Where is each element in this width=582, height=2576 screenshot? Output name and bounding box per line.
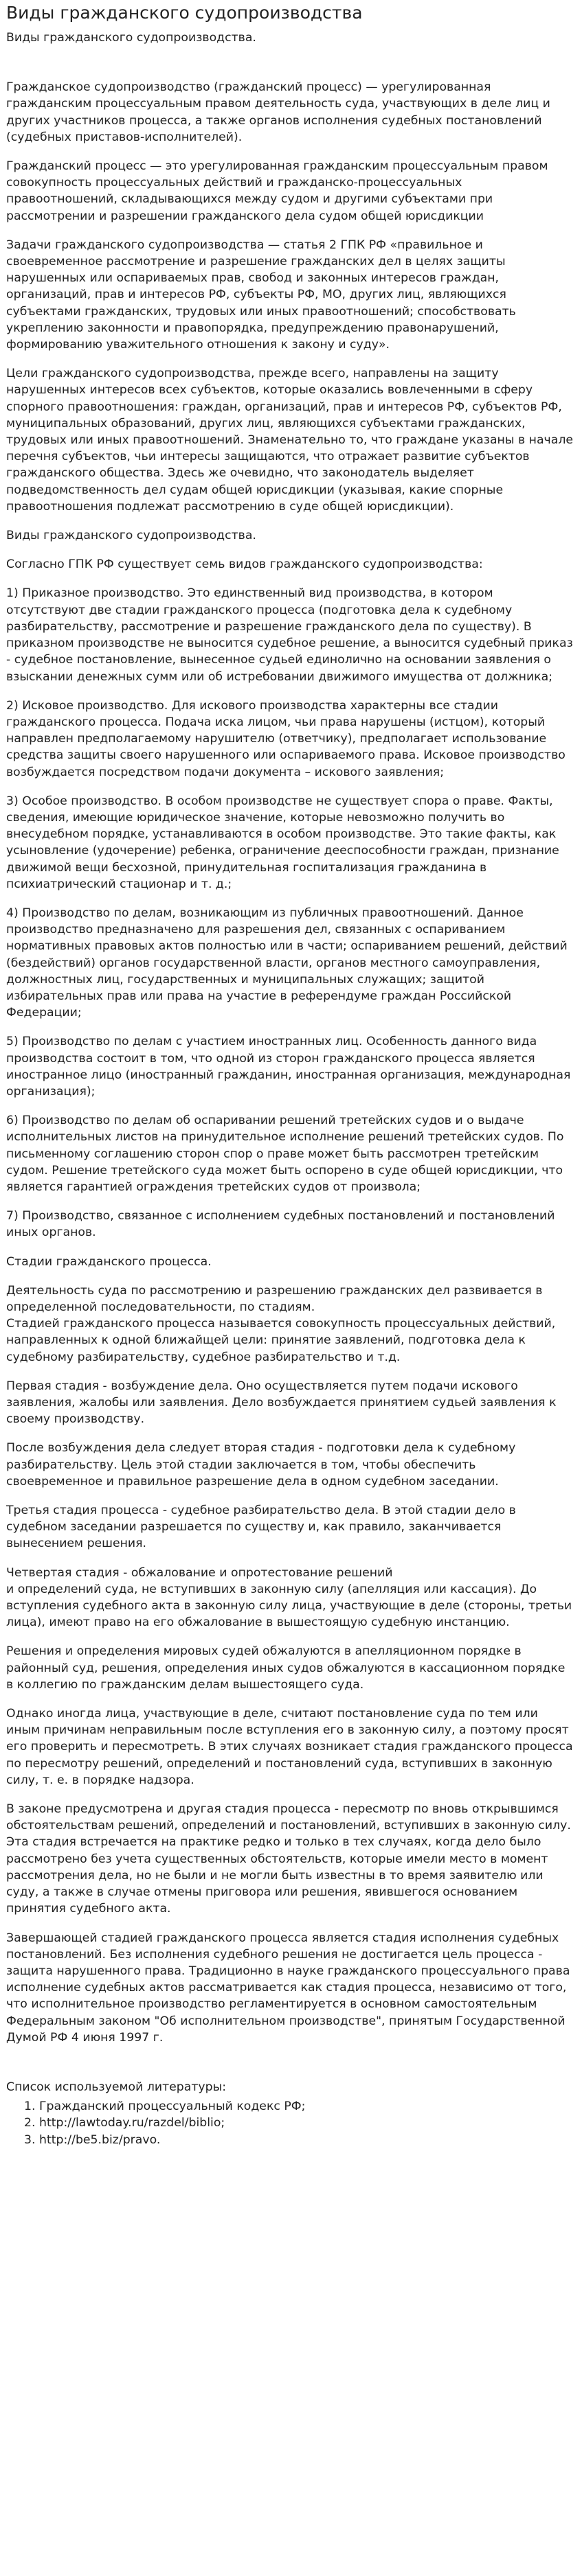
list-paragraph: 7) Производство, связанное с исполнением судебных постановлений и постановлений иных органов. — [6, 1209, 555, 1240]
paragraph: Третья стадия процесса - судебное разбирательство дела. В этой стадии дело в судебном заседании разрешается по существу и, как правило, заканчивается вынесением решения. — [6, 1504, 516, 1551]
list-paragraph: 4) Производство по делам, возникающим из публичных правоотношений. Данное производство предназначено для разрешения дел, связанных с оспариванием нормативных правовых актов полностью или в части; оспариванием решений, действий (бездействий) органов государственной власти, органов местного самоуправления, должностных лиц, государственных и муниципальных служащих; защитой избирательных прав или права на участие в референдуме граждан Российской Федерации; — [6, 906, 568, 1020]
list-paragraph: 6) Производство по делам об оспаривании решений третейских судов и о выдаче исполнительных листов на принудительное исполнение решений третейских судов. По письменному соглашению сторон спор о праве может быть рассмотрен третейским судом. Решение третейского суда может быть оспорено в суде общей юрисдикции, что является гарантией ограждения третейских судов от произвола; — [6, 1114, 564, 1194]
paragraph: Однако иногда лица, участвующие в деле, считают постановление суда по тем или иным причинам неправильным после вступления его в законную силу, а поэтому просят его проверить и пересмотреть. В этих случаях возникает стадия гражданского процесса по пересмотру решений, определений и постановлений суда, вступивших в законную силу, т. е. в порядке надзора. — [6, 1707, 573, 1787]
section-heading: Стадии гражданского процесса. — [6, 1254, 212, 1269]
paragraph: Завершающей стадией гражданского процесса является стадия исполнения судебных постановлений. Без исполнения судебного решения не достигается цель процесса - защита нарушенного права. Традиционно в науке гражданского процессуального права исполнение судебных актов рассматривается как стадия процесса, независимо от того, что исполнительное производство регламентируется в основном самостоятельным Федеральным законом "Об исполнительном производстве", принятым Государственной Думой РФ 4 июня 1997 г. — [6, 1931, 570, 2045]
list-paragraph: 3) Особое производство. В особом производстве не существует спора о праве. Факты, сведения, имеющие юридическое значение, которые невозможно получить во внесудебном порядке, устанавливаются в особом производстве. Это такие факты, как усыновление (удочерение) ребенка, ограничение дееспособности граждан, признание движимой вещи бесхозной, принудительная госпитализация гражданина в психиатрический стационар и т. д.; — [6, 794, 559, 891]
paragraph: Цели гражданского судопроизводства, прежде всего, направлены на защиту нарушенных интересов всех субъектов, которые оказались вовлеченными в сферу спорного правоотношения: граждан, организаций, прав и интересов РФ, субъектов РФ, муниципальных образований, других лиц, являющихся субъектами гражданских, трудовых или иных правоотношений. Знаменательно то, что граждане указаны в начале перечня субъектов, чьи интересы защищаются, что отражает развитие субъектов гражданского общества. Здесь же очевидно, что законодатель выделяет подведомственность дел судам общей юрисдикции (указывая, какие спорные правоотношения подлежат рассмотрению в суде общей юрисдикции). — [6, 367, 574, 514]
paragraph: После возбуждения дела следует вторая стадия - подготовки дела к судебному разбирательству. Цель этой стадии заключается в том, чтобы обеспечить своевременное и правильное разрешение дела в одном судебном заседании. — [6, 1441, 516, 1488]
paragraph: Первая стадия - возбуждение дела. Оно осуществляется путем подачи искового заявления, жалобы или заявления. Дело возбуждается принятием судьей заявления к своему производству. — [6, 1379, 557, 1427]
reference-item: 2. http://lawtoday.ru/razdel/biblio; — [39, 2115, 574, 2131]
references-heading: Список используемой литературы: — [6, 2080, 227, 2094]
paragraph: Деятельность суда по рассмотрению и разрешению гражданских дел развивается в определенной последовательности, по стадиям. Стадией гражданского процесса называется совокупность процессуальных действий, направленных к одной ближайщей цели: принятие заявлений, подготовка дела к судебному разбирательству, судебное разбирательство и т.д. — [6, 1283, 556, 1364]
reference-item: 1. Гражданский процессуальный кодекс РФ; — [39, 2098, 574, 2115]
list-paragraph: 2) Исковое производство. Для искового производства характерны все стадии гражданского процесса. Подача иска лицом, чьи права нарушены (истцом), который направлен предполагаемому нарушителю (ответчику), предполагает использование средства защиты своего нарушенного или оспариваемого права. Исковое производство возбуждается посредством подачи документа – искового заявления; — [6, 698, 566, 779]
paragraph: Задачи гражданского судопроизводства — статья 2 ГПК РФ «правильное и своевременное рассмотрение и разрешение гражданских дел в целях защиты нарушенных или оспариваемых прав, свобод и законных интересов граждан, организаций, прав и интересов РФ, субъекты РФ, МО, других лиц, являющихся субъектами гражданских, трудовых или иных правоотношений; способствовать укреплению законности и правопорядка, предупреждению правонарушений, формированию уважительного отношения к закону и суду». — [6, 238, 516, 352]
paragraph: Решения и определения мировых судей обжалуются в апелляционном порядке в районный суд, решения, определения иных судов обжалуются в кассационном порядке в коллегию по гражданским делам вышестоящего суда. — [6, 1644, 566, 1692]
reference-item: 3. http://be5.biz/pravo. — [39, 2132, 574, 2148]
list-paragraph: 5) Производство по делам с участием иностранных лиц. Особенность данного вида производства состоит в том, что одной из сторон гражданского процесса является иностранное лицо (иностранный гражданин, иностранная организация, международная организация); — [6, 1035, 571, 1099]
references-list — [6, 2098, 574, 2148]
paragraph: В законе предусмотрена и другая стадия процесса - пересмотр по вновь открывшимся обстоятельствам решений, определений и постановлений, вступивших в законную силу. Эта стадия встречается на практике редко и только в тех случаях, когда дело было рассмотрено без учета существенных обстоятельств, которые имели место в момент рассмотрения дела, но не были и не могли быть известны в то время заявителю или суду, а также в случае отмены приговора или решения, явившегося основанием принятия судебного акта. — [6, 1802, 571, 1916]
page-subtitle: Виды гражданского судопроизводства. — [6, 31, 256, 45]
spacer — [6, 46, 574, 79]
paragraph: Гражданский процесс — это урегулированная гражданским процессуальным правом совокупность процессуальных действий и гражданско-процессуальных правоотношений, складывающихся между судом и другими субъектами при рассмотрении и разрешении гражданского дела судом общей юрисдикции — [6, 159, 548, 223]
paragraph: Четвертая стадия - обжалование и опротестование решений и определений суда, не вступивших в законную силу (апелляция или кассация). До вступления судебного акта в законную силу лица, участвующие в деле (стороны, третьи лица), имеют право на его обжалование в вышестоящую судебную инстанцию. — [6, 1565, 572, 1630]
paragraph: Гражданское судопроизводство (гражданский процесс) — урегулированная гражданским процессуальным правом деятельность суда, участвующих в деле лиц и других участников процесса, а также органов исполнения судебных постановлений (судебных приставов-исполнителей). — [6, 80, 550, 144]
page-title: Виды гражданского судопроизводства — [6, 3, 363, 23]
article-body — [6, 79, 574, 2046]
paragraph: Согласно ГПК РФ существует семь видов гражданского судопроизводства: — [6, 557, 483, 572]
list-paragraph: 1) Приказное производство. Это единственный вид производства, в котором отсутствуют две стадии гражданского процесса (подготовка дела к судебному разбирательству, рассмотрение и разрешение гражданского дела по существу). В приказном производстве не выносится судебное решение, а выносится судебный приказ - судебное постановление, вынесенное судьей единолично на основании заявления о взыскании денежных сумм или об истребовании движимого имущества от должника; — [6, 586, 573, 684]
section-heading: Виды гражданского судопроизводства. — [6, 529, 256, 543]
